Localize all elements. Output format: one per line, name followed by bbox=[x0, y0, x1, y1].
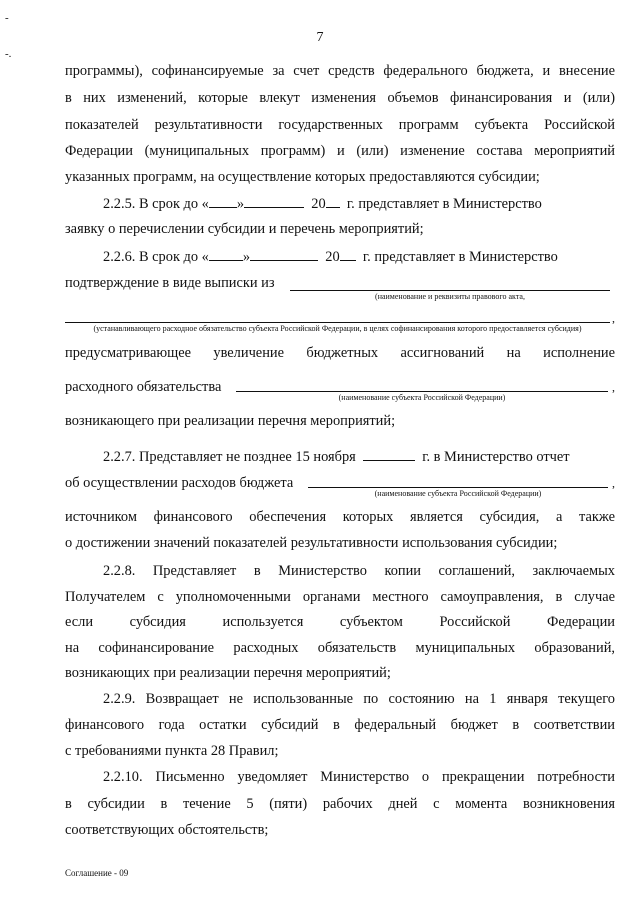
year-blank bbox=[326, 193, 340, 208]
clause-2-2-6-line: 2.2.6. В срок до « » 20 г. представляет в Министерство bbox=[103, 246, 615, 266]
page-number: 7 bbox=[316, 30, 324, 45]
text-line: 2.2.10. Письменно уведомляет Министерство о прекращении потребности bbox=[103, 769, 615, 785]
day-blank bbox=[209, 246, 243, 261]
text-line: финансового года остатки субсидий в федеральный бюджет в соответствии bbox=[65, 717, 615, 733]
scan-mark: -. bbox=[5, 48, 12, 60]
fill-line bbox=[236, 391, 608, 392]
text-line: об осуществлении расходов бюджета bbox=[65, 475, 294, 491]
day-blank bbox=[209, 193, 237, 208]
text-line: о достижении значений показателей результативности использования субсидии; bbox=[65, 535, 558, 551]
text-line: 2.2.9. Возвращает не использованные по состоянию на 1 января текущего bbox=[103, 691, 615, 707]
fill-line bbox=[65, 322, 610, 323]
clause-2-2-5-line: 2.2.5. В срок до « » 20 г. представляет в Министерство bbox=[103, 193, 615, 213]
text-line: расходного обязательства bbox=[65, 379, 222, 395]
text-line: Получателем с уполномоченными органами местного самоуправления, в случае bbox=[65, 589, 615, 605]
text-line: 2.2.8. Представляет в Министерство копии соглашений, заключаемых bbox=[103, 563, 615, 579]
document-page: - -. 7 программы), софинансируемые за счет средств федерального бюджета, и внесение в них изменений, которые влекут изменения объемов финансирования и (или) показателей результативности государственных программ субъекта Российской Федерации (муниципальных программ) и (или) изменение состава мероприятий указанных программ, на осуществление которых предоставляются субсидии; 2.2.5. В срок до « » 20 г. представляет в Министерство заявку о перечислении субсидии и перечень мероприятий; 2.2.6. В срок до « » 20 г. представляет в Министерство подтверждение в виде выписки из (наименование и реквизиты правового акта, , (устанавливающего расходное обязательство субъекта Российской Федерации, в целях софинансирования которого предоставляется субсидия) предусматривающее увеличение бюджетных ассигнований на исполнение расходного обязательства , (наименование субъекта Российской Федерации) возникающего при реализации перечня мероприятий; 2.2.7. Представляет не позднее 15 ноября г. в Министерство отчет об осуществлении расходов бюджета , (наименование субъекта Российской Федерации) источником финансового обеспечения которых является субсидия, а также о достижении значений показателей результативности использования субсидии; 2.2.8. Представляет в Министерство копии соглашений, заключаемых Получателем с уполномоченными органами местного самоуправления, в случае если субсидия используется субъектом Российской Федерации на софинансирование расходных обязательств муниципальных образований, возникающих при реализации перечня мероприятий; 2.2.9. Возвращает не использованные по состоянию на 1 января текущего финансового года остатки субсидий в федеральный бюджет в соответствии с требованиями пункта 28 Правил; 2.2.10. Письменно уведомляет Министерство о прекращении потребности в субсидии в течение 5 (пяти) рабочих дней с момента возникновения соответствующих обстоятельств; Соглашение - 09 bbox=[0, 0, 640, 905]
text-line: соответствующих обстоятельств; bbox=[65, 822, 269, 838]
fill-line bbox=[290, 290, 610, 291]
fill-line bbox=[308, 487, 608, 488]
text-line: возникающего при реализации перечня мероприятий; bbox=[65, 413, 396, 429]
text-line: указанных программ, на осуществление которых предоставляются субсидии; bbox=[65, 169, 540, 185]
text-line: в субсидии в течение 5 (пяти) рабочих дней с момента возникновения bbox=[65, 796, 615, 812]
text-line: если субсидия используется субъектом Российской Федерации bbox=[65, 614, 615, 630]
text-line: Федерации (муниципальных программ) и (или) изменение состава мероприятий bbox=[65, 143, 615, 159]
field-caption: (устанавливающего расходное обязательство субъекта Российской Федерации, в целях софинансирования которого предоставляется субсидия) bbox=[93, 324, 582, 333]
field-caption: (наименование субъекта Российской Федерации) bbox=[374, 489, 542, 498]
month-blank bbox=[244, 193, 304, 208]
footer-label: Соглашение - 09 bbox=[65, 868, 129, 878]
clause-2-2-7-line: 2.2.7. Представляет не позднее 15 ноября г. в Министерство отчет bbox=[103, 446, 615, 466]
text-line: возникающих при реализации перечня мероприятий; bbox=[65, 665, 391, 681]
year-blank bbox=[340, 246, 356, 261]
text-line: заявку о перечислении субсидии и перечень мероприятий; bbox=[65, 221, 424, 237]
field-caption: (наименование и реквизиты правового акта, bbox=[375, 292, 525, 301]
text-line: показателей результативности государственных программ субъекта Российской bbox=[65, 117, 615, 133]
text-line: в них изменений, которые влекут изменения объемов финансирования и (или) bbox=[65, 90, 615, 106]
text-line: подтверждение в виде выписки из bbox=[65, 275, 275, 291]
text-line: с требованиями пункта 28 Правил; bbox=[65, 743, 279, 759]
year-blank bbox=[363, 446, 415, 461]
month-blank bbox=[250, 246, 318, 261]
text-line: на софинансирование расходных обязательств муниципальных образований, bbox=[65, 640, 615, 656]
field-caption: (наименование субъекта Российской Федерации) bbox=[338, 393, 506, 402]
text-line: источником финансового обеспечения которых является субсидия, а также bbox=[65, 509, 615, 525]
text-line: предусматривающее увеличение бюджетных ассигнований на исполнение bbox=[65, 345, 615, 361]
text-line: программы), софинансируемые за счет средств федерального бюджета, и внесение bbox=[65, 63, 615, 79]
scan-mark: - bbox=[5, 12, 9, 24]
